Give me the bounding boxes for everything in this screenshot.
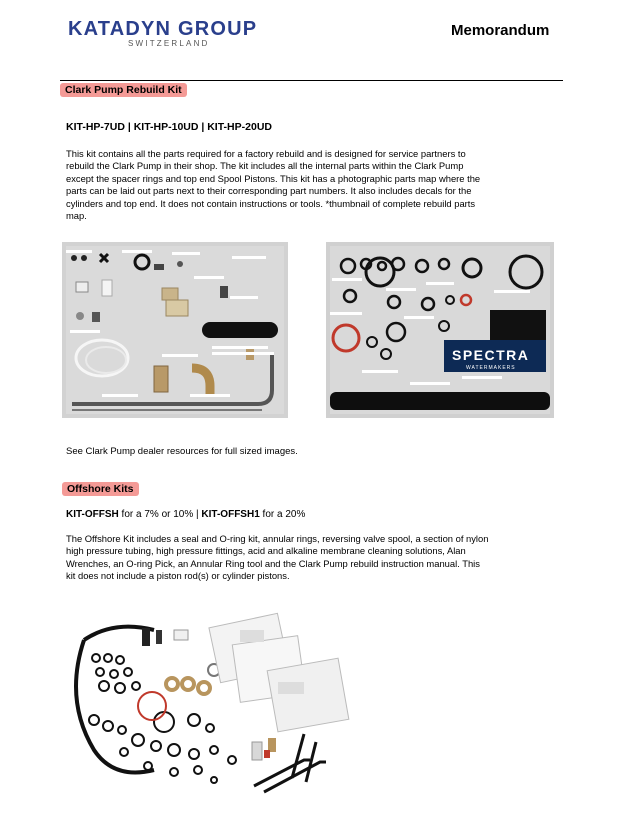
offshore-kit-photo — [64, 600, 364, 800]
header-divider — [60, 80, 563, 81]
text-line: This kit contains all the parts required for a factory rebuild and is designed for service partners to — [66, 148, 466, 159]
spectra-logo: SPECTRA — [452, 347, 530, 363]
text-line: kit does not include a piston rod(s) or cylinder pistons. — [66, 570, 290, 582]
section-heading-rebuild-kit: Clark Pump Rebuild Kit — [60, 83, 187, 97]
section-heading-offshore-kits: Offshore Kits — [62, 482, 139, 496]
kit-offsh1-desc: for a 20% — [259, 509, 306, 520]
spectra-logo-subtitle: WATERMAKERS — [466, 365, 516, 371]
text-line: cylinders and top end. It does not contain instructions or tools. *thumbnail of complete rebuild parts — [66, 197, 476, 209]
text-line: map. — [66, 210, 87, 222]
rebuild-kit-description — [66, 148, 566, 222]
rebuild-kit-codes: KIT-HP-7UD | KIT-HP-10UD | KIT-HP-20UD — [66, 121, 272, 133]
offshore-kit-illustration — [64, 600, 364, 800]
text-line: The Offshore Kit includes a seal and O-ring kit, annular rings, reversing valve spool, a section of nylon — [66, 533, 489, 544]
offshore-kit-codes — [66, 509, 305, 520]
company-logo-subtitle: SWITZERLAND — [128, 39, 210, 48]
parts-map-1-illustration — [62, 242, 288, 418]
parts-map-photo-2 — [326, 242, 554, 418]
text-line: except the spacer rings and top end Spool Pistons. This kit has a photographic parts map where the — [66, 172, 481, 184]
text-line: rebuild the Clark Pump in their shop. The kit includes all the internal parts within the Clark Pump — [66, 160, 464, 172]
company-logo: KATADYN GROUP — [68, 18, 258, 40]
text-line: Wrenches, an O-ring Pick, an Annular Ring tool and the Clark Pump rebuild instruction manual. This — [66, 557, 480, 569]
text-line: parts can be laid out parts next to their corresponding part numbers. It also includes decals for the — [66, 185, 472, 197]
text-line: high pressure tubing, high pressure fittings, acid and alkaline membrane cleaning solutions, Alan — [66, 545, 466, 557]
dealer-resources-note: See Clark Pump dealer resources for full sized images. — [66, 446, 298, 457]
document-type: Memorandum — [451, 22, 550, 39]
kit-offsh-desc: for a 7% or 10% | — [118, 509, 202, 520]
offshore-kit-description — [66, 533, 571, 583]
kit-offsh1-code: KIT-OFFSH1 — [201, 509, 260, 520]
parts-map-photo-1 — [62, 242, 288, 418]
kit-offsh-code: KIT-OFFSH — [66, 509, 119, 520]
parts-map-2-illustration — [326, 242, 554, 418]
